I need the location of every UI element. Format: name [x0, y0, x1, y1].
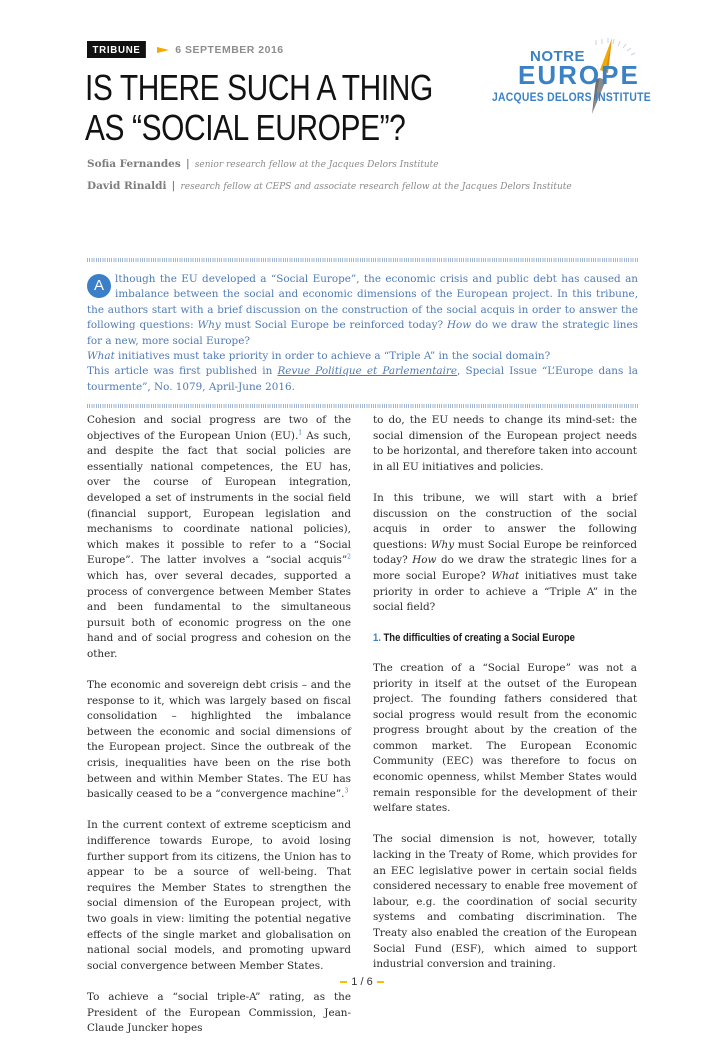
- author-name: David Rinaldi: [87, 180, 167, 192]
- paragraph: To achieve a “social triple-A” rating, as the President of the European Commission, Jean-Claude Juncker hopes: [87, 990, 351, 1035]
- title-line-1: IS THERE SUCH A THING: [85, 67, 433, 108]
- paragraph: Cohesion and social progress are two of the objectives of the European Union (EU).$^1$ As such, and despite the fact that social policies are essentially national competences, the EU has, over the course of European integration, developed a set of instruments in the social field (financial support, European legislation and mechanisms to coordinate national policies), which makes it possible to refer to a “Social Europe”. The latter involves a “social acquis”$^2$ which has, over several decades, supported a process of convergence between Member States and been fundamental to the simultaneous pursuit both of economic progress on the one hand and of social progress and cohesion on the other.: [87, 414, 352, 660]
- tribune-badge: TRIBUNE: [87, 41, 146, 58]
- author: Sofia Fernandes | senior research fellow at the Jacques Delors Institute: [87, 158, 439, 170]
- publication-link[interactable]: Revue Politique et Parlementaire: [277, 365, 458, 378]
- dash-icon: [340, 981, 347, 983]
- footnote-ref[interactable]: 1: [298, 429, 303, 437]
- paragraph: The social dimension is not, however, totally lacking in the Treaty of Rome, which provides for an EEC legislative power in certain social fields considered necessary to enable free movement of labour, e.g. the coordination of social security systems and combating discrimination. The Treaty also enabled the creation of the European Social Fund (ESF), which aimed to support industrial conversion and training.: [373, 833, 637, 971]
- logo-europe: EUROPE: [518, 60, 640, 90]
- dash-icon: [377, 981, 384, 983]
- dropcap: A: [87, 274, 111, 298]
- abstract-box: [87, 258, 638, 408]
- divider: [87, 404, 638, 408]
- logo-notre: NOTRE: [530, 48, 585, 65]
- author-name: Sofia Fernandes: [87, 158, 181, 170]
- paragraph: In this tribune, we will start with a brief discussion on the construction of the social acquis in order to answer the following questions: Why must Social Europe be reinforced today? How do we draw the strategic lines for a more social Europe? What initiatives must take priority in order to achieve a “Triple A” in the social field?: [373, 491, 638, 614]
- publication-date: 6 SEPTEMBER 2016: [175, 43, 284, 56]
- section-heading: 1. The difficulties of creating a Social Europe: [373, 632, 575, 645]
- page-title: [85, 68, 433, 148]
- header-tag-row: [87, 41, 284, 58]
- footnote-ref[interactable]: 2: [347, 553, 351, 561]
- author-role: senior research fellow at the Jacques Delors Institute: [194, 160, 439, 170]
- body-column-right: [373, 413, 637, 988]
- author-role: research fellow at CEPS and associate research fellow at the Jacques Delors Institute: [180, 182, 572, 192]
- title-line-2: AS “SOCIAL EUROPE”?: [85, 107, 406, 148]
- footnote-ref[interactable]: 3: [344, 787, 349, 795]
- arrow-icon: [157, 47, 169, 53]
- paragraph: The creation of a “Social Europe” was not a priority in itself at the outset of the European project. The founding fathers considered that social progress would result from the economic progress brought about by the creation of the common market. The European Economic Community (EEC) was therefore to focus on economic openness, whilst Member States would remain responsible for the development of their welfare states.: [373, 661, 637, 815]
- author: David Rinaldi | research fellow at CEPS and associate research fellow at the Jacques Delors Institute: [87, 180, 572, 192]
- paragraph: The economic and sovereign debt crisis – and the response to it, which was largely based on fiscal consolidation – highlighted the imbalance between the economic and social dimensions of the European project. Since the outbreak of the crisis, inequalities have been on the rise both between and within Member States. The EU has basically ceased to be a “convergence machine”.$^3$: [87, 679, 351, 801]
- paragraph: to do, the EU needs to change its mind-set: the social dimension of the European project needs to be horizontal, and therefore taken into account in all EU initiatives and policies.: [373, 414, 637, 473]
- logo-institute: JACQUES DELORS INSTITUTE: [492, 92, 651, 104]
- body-column-left: [87, 413, 351, 1052]
- abstract-text: A lthough the EU developed a “Social Europe”, the economic crisis and public debt has caused an imbalance between the social and economic dimensions of the European project. In this tribune, the authors start with a brief discussion on the construction of the social acquis in order to answer the following questions: Why must Social Europe be reinforced today? How do we draw the strategic lines for a new, more social Europe? What initiatives must take priority in order to achieve a “Triple A” in the social domain? This article was first published in Revue Politique et Parlementaire, Special Issue “L’Europe dans la tourmente”, No. 1079, April-June 2016.: [87, 273, 639, 393]
- page-number: 1 / 6: [0, 976, 724, 988]
- author-list: [87, 158, 572, 202]
- paragraph: In the current context of extreme scepticism and indifference towards Europe, to avoid losing further support from its citizens, the Union has to appear to be a source of well-being. That requires the Member States to strengthen the social dimension of the European project, with two goals in view: limiting the potential negative effects of the single market and globalisation on national social models, and promoting upward social convergence between Member States.: [87, 819, 351, 972]
- notre-europe-logo: [488, 34, 658, 118]
